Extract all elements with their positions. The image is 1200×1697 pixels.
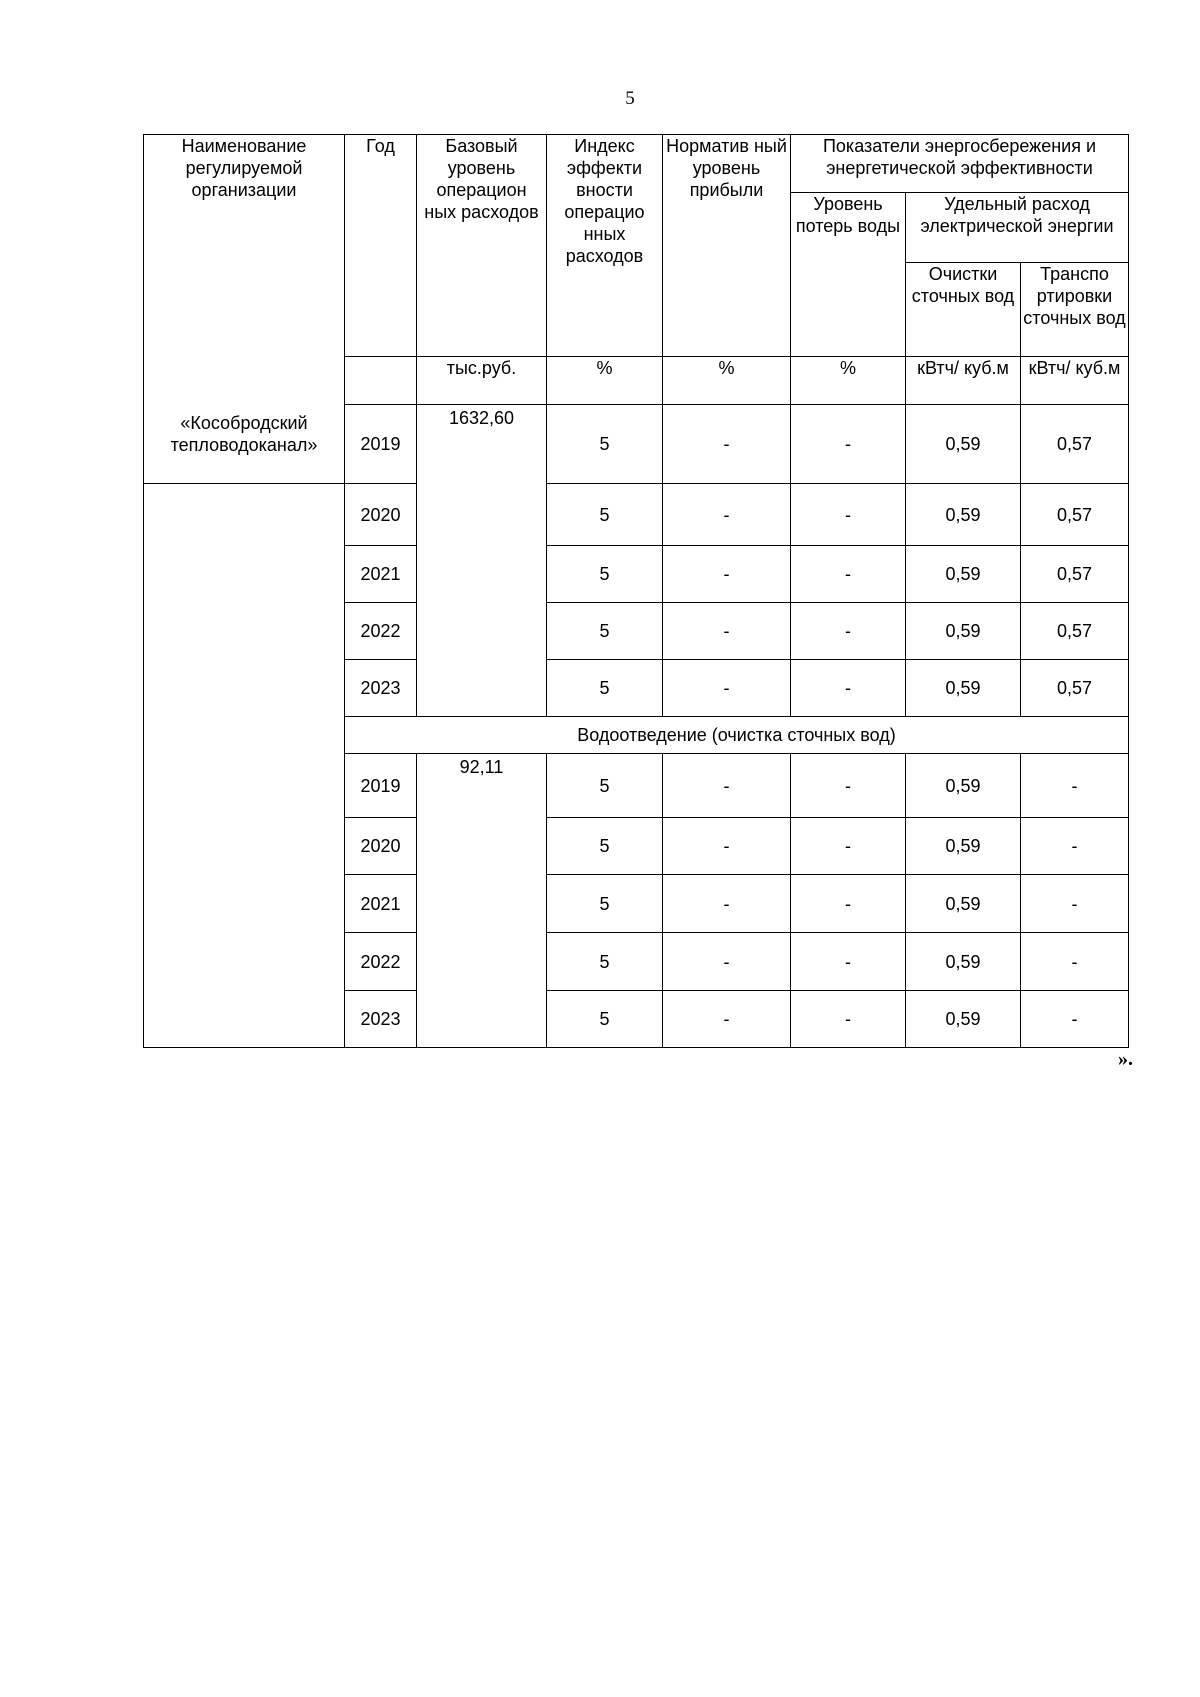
year-cell: 2023 xyxy=(345,991,417,1048)
loss-cell: - xyxy=(791,660,906,717)
year-cell: 2019 xyxy=(345,754,417,818)
year-cell: 2021 xyxy=(345,875,417,933)
transport-unit: кВтч/ куб.м xyxy=(1021,357,1129,405)
loss-cell: - xyxy=(791,875,906,933)
loss-cell: - xyxy=(791,546,906,603)
section-title: Водоотведение (очистка сточных вод) xyxy=(345,717,1129,754)
profit-cell: - xyxy=(663,603,791,660)
transport-cell: 0,57 xyxy=(1021,660,1129,717)
transport-cell: - xyxy=(1021,754,1129,818)
treatment-cell: 0,59 xyxy=(906,818,1021,875)
transport-cell: 0,57 xyxy=(1021,405,1129,484)
treatment-cell: 0,59 xyxy=(906,603,1021,660)
page-number: 5 xyxy=(625,88,635,109)
profit-cell: - xyxy=(663,991,791,1048)
treatment-cell: 0,59 xyxy=(906,754,1021,818)
closing-quote: ». xyxy=(1118,1048,1133,1070)
wastewater-transport-header: Транспо ртировки сточных вод xyxy=(1021,263,1129,357)
transport-cell: 0,57 xyxy=(1021,546,1129,603)
index-cell: 5 xyxy=(547,754,663,818)
profit-level-header: Норматив ный уровень прибыли xyxy=(663,135,791,357)
organization-column-continued xyxy=(144,484,345,1048)
profit-level-unit: % xyxy=(663,357,791,405)
loss-cell: - xyxy=(791,818,906,875)
tariff-table xyxy=(143,134,1129,1048)
year-cell: 2022 xyxy=(345,933,417,991)
loss-cell: - xyxy=(791,484,906,546)
treatment-cell: 0,59 xyxy=(906,660,1021,717)
transport-cell: - xyxy=(1021,933,1129,991)
index-cell: 5 xyxy=(547,405,663,484)
index-cell: 5 xyxy=(547,933,663,991)
profit-cell: - xyxy=(663,754,791,818)
year-cell: 2020 xyxy=(345,818,417,875)
energy-group-header: Показатели энергосбережения и энергетической эффективности xyxy=(791,135,1129,193)
loss-cell: - xyxy=(791,405,906,484)
year-cell: 2020 xyxy=(345,484,417,546)
profit-cell: - xyxy=(663,818,791,875)
transport-cell: - xyxy=(1021,991,1129,1048)
index-cell: 5 xyxy=(547,484,663,546)
profit-cell: - xyxy=(663,933,791,991)
index-cell: 5 xyxy=(547,603,663,660)
base-costs-value: 92,11 xyxy=(417,754,547,1048)
loss-cell: - xyxy=(791,603,906,660)
base-costs-header: Базовый уровень операцион ных расходов xyxy=(417,135,547,357)
loss-cell: - xyxy=(791,754,906,818)
profit-cell: - xyxy=(663,660,791,717)
wastewater-treatment-header: Очистки сточных вод xyxy=(906,263,1021,357)
loss-cell: - xyxy=(791,991,906,1048)
treatment-cell: 0,59 xyxy=(906,933,1021,991)
profit-cell: - xyxy=(663,484,791,546)
water-loss-unit: % xyxy=(791,357,906,405)
transport-cell: 0,57 xyxy=(1021,484,1129,546)
organization-column xyxy=(144,135,345,484)
year-cell: 2023 xyxy=(345,660,417,717)
treatment-cell: 0,59 xyxy=(906,484,1021,546)
base-costs-value: 1632,60 xyxy=(417,405,547,717)
treatment-cell: 0,59 xyxy=(906,546,1021,603)
year-cell: 2021 xyxy=(345,546,417,603)
profit-cell: - xyxy=(663,546,791,603)
loss-cell: - xyxy=(791,933,906,991)
efficiency-index-unit: % xyxy=(547,357,663,405)
table-row xyxy=(144,484,1129,546)
transport-cell: - xyxy=(1021,818,1129,875)
transport-cell: 0,57 xyxy=(1021,603,1129,660)
efficiency-index-header: Индекс эффекти вности операцио нных расходов xyxy=(547,135,663,357)
organization-name: «Кособродский тепловодоканал» xyxy=(170,413,318,455)
year-unit-cell xyxy=(345,357,417,405)
treatment-cell: 0,59 xyxy=(906,875,1021,933)
index-cell: 5 xyxy=(547,660,663,717)
organization-header: Наименование регулируемой организации xyxy=(181,136,307,200)
transport-cell: - xyxy=(1021,875,1129,933)
index-cell: 5 xyxy=(547,818,663,875)
electricity-group-header: Удельный расход электрической энергии xyxy=(906,193,1129,263)
year-cell: 2019 xyxy=(345,405,417,484)
profit-cell: - xyxy=(663,405,791,484)
water-loss-header: Уровень потерь воды xyxy=(791,193,906,357)
index-cell: 5 xyxy=(547,875,663,933)
year-cell: 2022 xyxy=(345,603,417,660)
year-header: Год xyxy=(345,135,417,357)
base-costs-unit: тыс.руб. xyxy=(417,357,547,405)
profit-cell: - xyxy=(663,875,791,933)
treatment-unit: кВтч/ куб.м xyxy=(906,357,1021,405)
index-cell: 5 xyxy=(547,546,663,603)
treatment-cell: 0,59 xyxy=(906,991,1021,1048)
treatment-cell: 0,59 xyxy=(906,405,1021,484)
index-cell: 5 xyxy=(547,991,663,1048)
